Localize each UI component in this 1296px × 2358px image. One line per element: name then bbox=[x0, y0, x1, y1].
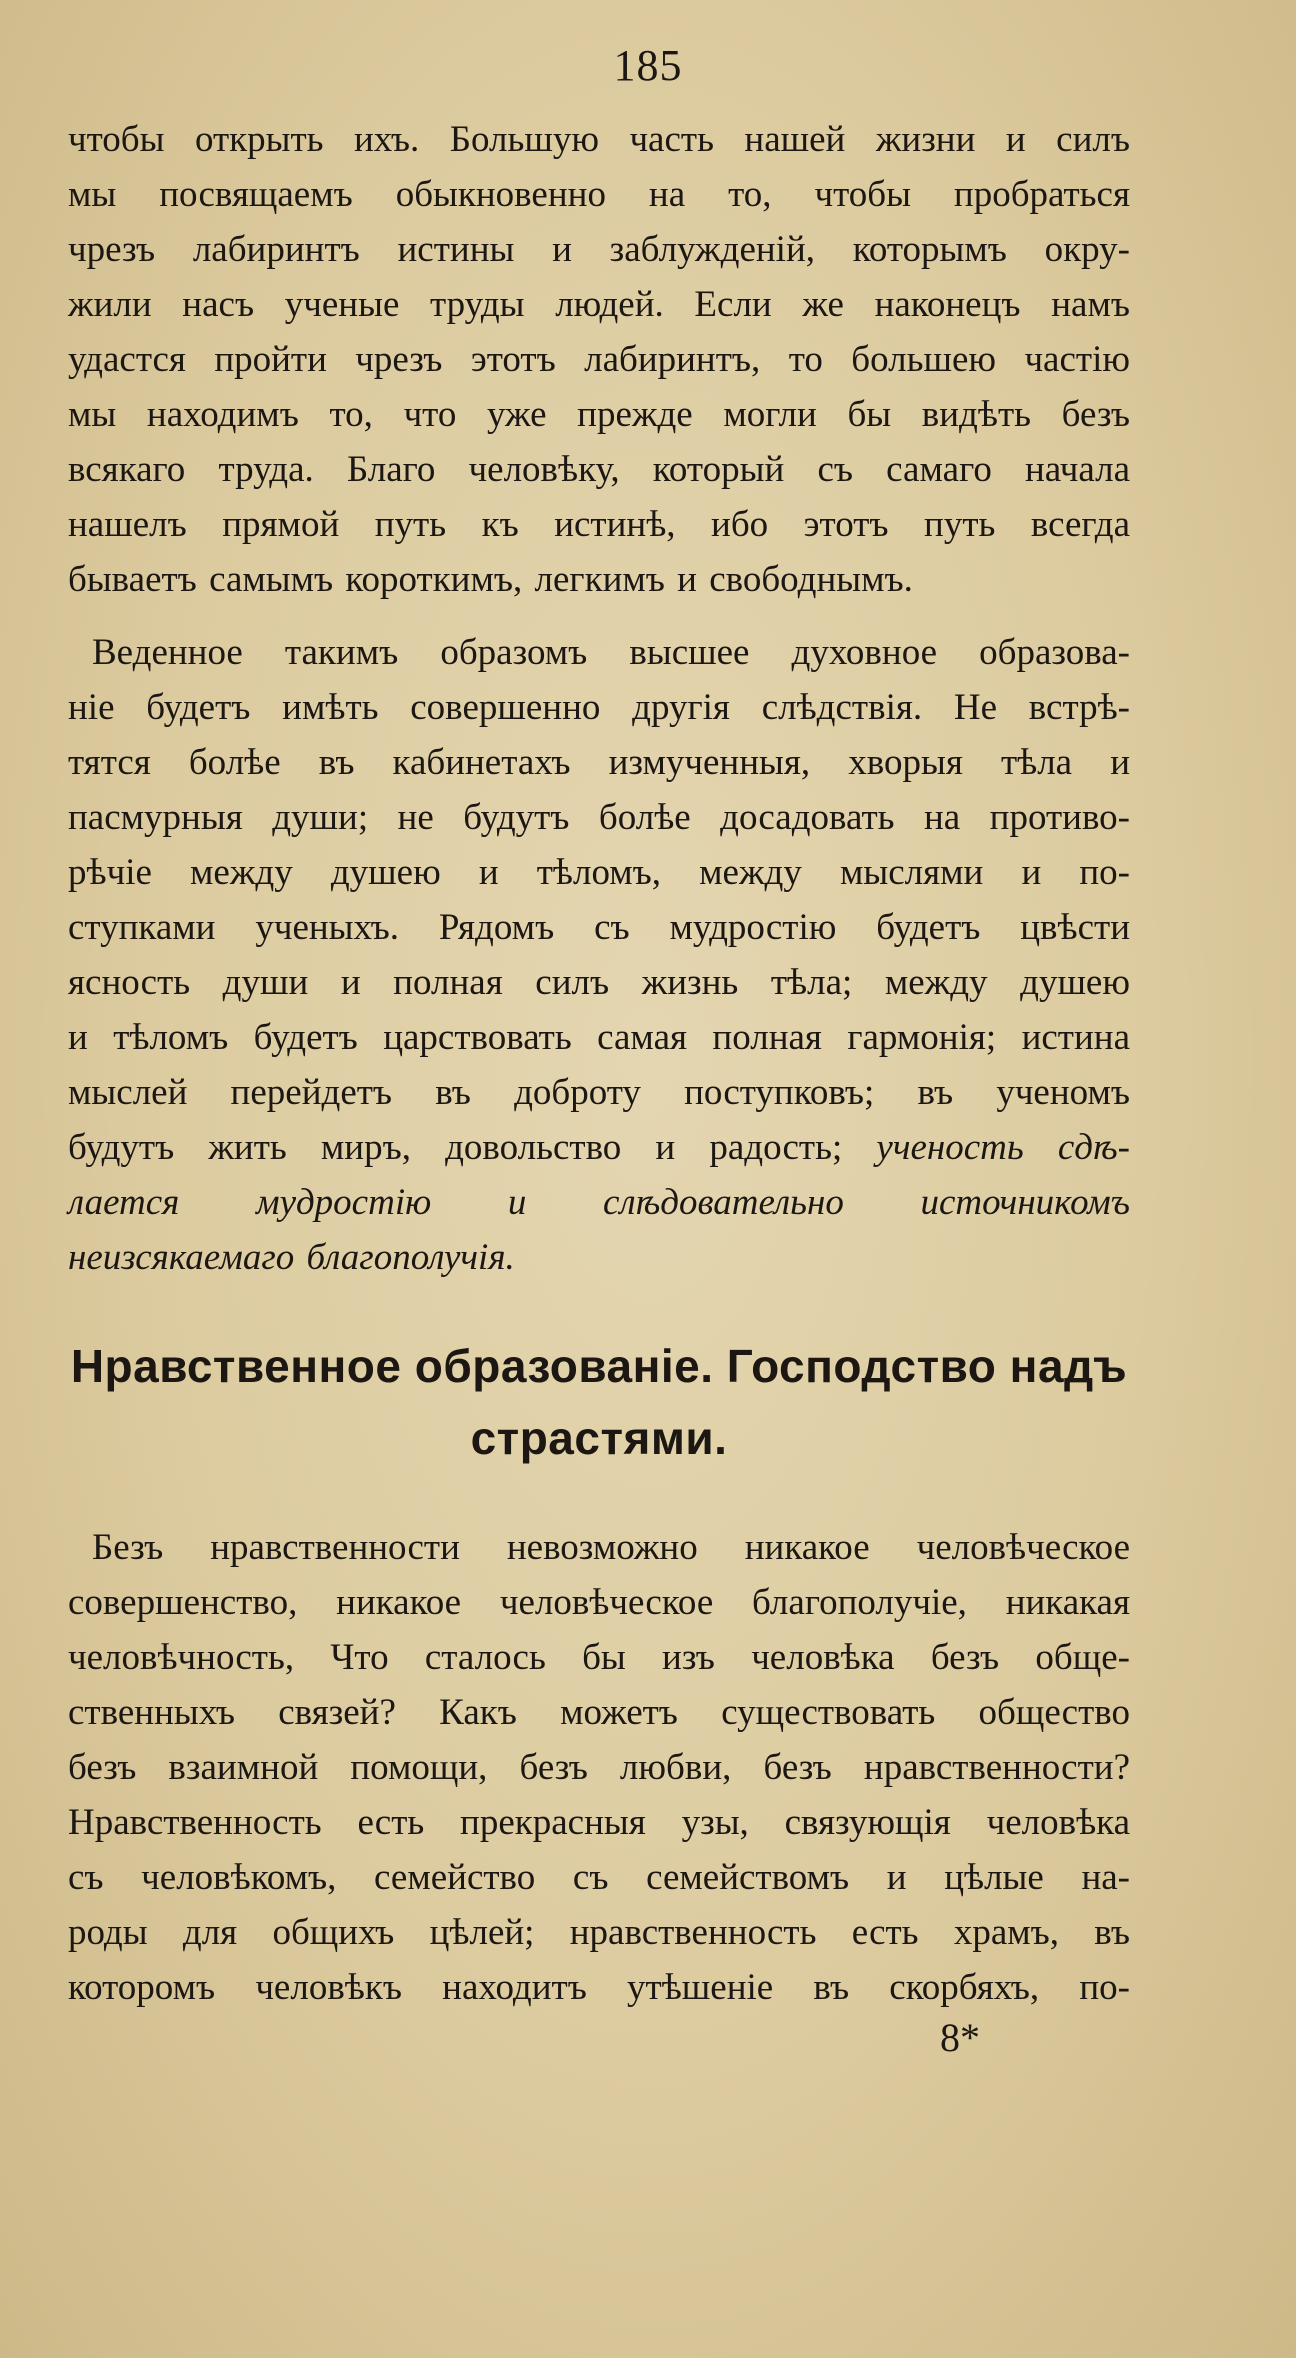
text-line: Нравственность есть прекрасныя узы, связующія человѣка bbox=[68, 1802, 1130, 1843]
plain-run: будутъ жить миръ, довольство и радость; bbox=[68, 1127, 843, 1168]
page-number: 185 bbox=[613, 41, 683, 90]
heading-line-2: страстями. bbox=[470, 1412, 728, 1464]
text-line: тятся болѣе въ кабинетахъ измученныя, хворыя тѣла и bbox=[68, 742, 1130, 783]
text-line: мыслей перейдетъ въ доброту поступковъ; въ ученомъ bbox=[68, 1072, 1130, 1113]
text-line: ственныхъ связей? Какъ можетъ существовать общество bbox=[68, 1692, 1130, 1733]
text-line: мы посвящаемъ обыкновенно на то, чтобы пробраться bbox=[68, 174, 1130, 215]
text-line: нашелъ прямой путь къ истинѣ, ибо этотъ путь всегда bbox=[68, 504, 1130, 545]
paragraph-2 bbox=[68, 625, 1130, 1285]
text-line: чтобы открыть ихъ. Большую часть нашей жизни и силъ bbox=[68, 119, 1130, 160]
heading-line-1: Нравственное образованіе. Господство надъ bbox=[70, 1340, 1128, 1392]
italic-line: неизсякаемаго благополучія. bbox=[68, 1237, 515, 1278]
paragraph-3 bbox=[68, 1520, 1130, 2015]
text-line: всякаго труда. Благо человѣку, который съ самаго начала bbox=[68, 449, 1130, 490]
text-line-mixed bbox=[68, 1120, 1130, 1175]
signature-mark: 8* bbox=[940, 2015, 980, 2060]
text-line: ступками ученыхъ. Рядомъ съ мудростію будетъ цвѣсти bbox=[68, 907, 1130, 948]
text-line: совершенство, никакое человѣческое благополучіе, никакая bbox=[68, 1582, 1130, 1623]
paragraph-1 bbox=[68, 112, 1130, 607]
text-line: безъ взаимной помощи, безъ любви, безъ нравственности? bbox=[68, 1747, 1130, 1788]
text-line: ніе будетъ имѣть совершенно другія слѣдствія. Не встрѣ- bbox=[68, 687, 1130, 728]
text-line: рѣчіе между душею и тѣломъ, между мыслями и по- bbox=[68, 852, 1130, 893]
text-line: роды для общихъ цѣлей; нравственность есть храмъ, въ bbox=[68, 1912, 1130, 1953]
text-line: которомъ человѣкъ находитъ утѣшеніе въ скорбяхъ, по- bbox=[68, 1967, 1130, 2008]
text-line: пасмурныя души; не будутъ болѣе досадовать на противо- bbox=[68, 797, 1130, 838]
text-line: бываетъ самымъ короткимъ, легкимъ и свободнымъ. bbox=[68, 559, 913, 600]
text-line: и тѣломъ будетъ царствовать самая полная гармонія; истина bbox=[68, 1017, 1130, 1058]
text-line: человѣчность, Что сталось бы изъ человѣка безъ обще- bbox=[68, 1637, 1130, 1678]
text-line: чрезъ лабиринтъ истины и заблужденій, которымъ окру- bbox=[68, 229, 1130, 270]
italic-run: ученость сдѣ- bbox=[876, 1127, 1130, 1168]
section-heading bbox=[68, 1330, 1130, 1474]
text-line: Безъ нравственности невозможно никакое человѣческое bbox=[92, 1527, 1130, 1568]
text-line: ясность души и полная силъ жизнь тѣла; между душею bbox=[68, 962, 1130, 1003]
italic-line: лается мудростію и слѣдовательно источникомъ bbox=[68, 1182, 1130, 1223]
text-line: мы находимъ то, что уже прежде могли бы видѣть безъ bbox=[68, 394, 1130, 435]
text-line: Веденное такимъ образомъ высшее духовное образова- bbox=[92, 632, 1130, 673]
text-line: съ человѣкомъ, семейство съ семействомъ и цѣлые на- bbox=[68, 1857, 1130, 1898]
text-line: жили насъ ученые труды людей. Если же наконецъ намъ bbox=[68, 284, 1130, 325]
text-line: удастся пройти чрезъ этотъ лабиринтъ, то большею частію bbox=[68, 339, 1130, 380]
